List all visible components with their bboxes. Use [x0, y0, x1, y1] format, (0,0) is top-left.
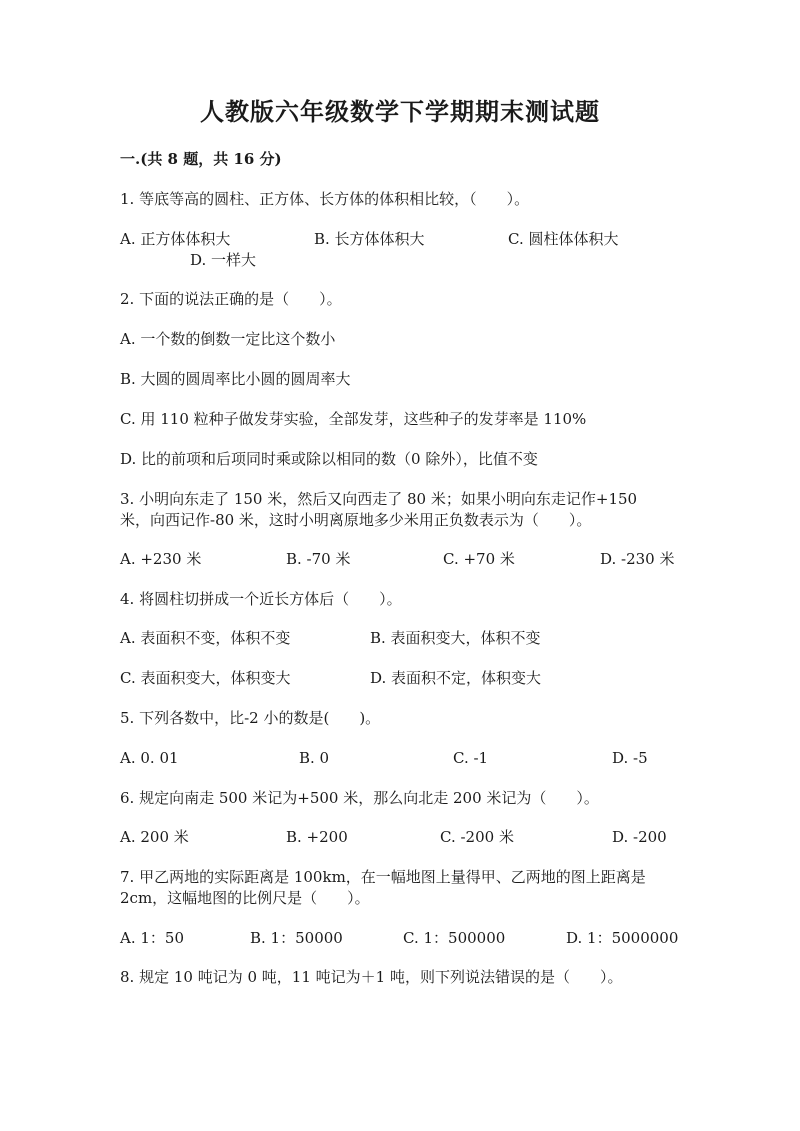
- question-3-option-c: C. +70 米: [443, 550, 515, 568]
- section-heading: 一.(共 8 题，共 16 分): [120, 150, 282, 168]
- question-1-option-d: D. 一样大: [190, 251, 257, 269]
- question-7-option-d: D. 1：5000000: [566, 929, 679, 947]
- question-6-option-c: C. -200 米: [440, 828, 514, 846]
- question-3-stem-line-2: 米，向西记作-80 米，这时小明离原地多少米用正负数表示为（ ）。: [120, 511, 592, 529]
- question-4-option-b: B. 表面积变大，体积不变: [370, 629, 541, 647]
- question-3-option-b: B. -70 米: [286, 550, 351, 568]
- question-2-option-a: A. 一个数的倒数一定比这个数小: [120, 330, 336, 348]
- question-2-option-d: D. 比的前项和后项同时乘或除以相同的数（0 除外），比值不变: [120, 450, 538, 468]
- question-7-stem-line-1: 7. 甲乙两地的实际距离是 100km，在一幅地图上量得甲、乙两地的图上距离是: [120, 868, 646, 886]
- question-4-option-a: A. 表面积不变，体积不变: [120, 629, 291, 647]
- question-1-option-a: A. 正方体体积大: [120, 230, 231, 248]
- question-7-option-b: B. 1：50000: [250, 929, 343, 947]
- question-5-option-d: D. -5: [612, 749, 648, 767]
- question-7-stem-line-2: 2cm，这幅地图的比例尺是（ ）。: [120, 889, 370, 907]
- question-5-option-a: A. 0. 01: [120, 749, 179, 767]
- question-6-stem: 6. 规定向南走 500 米记为+500 米，那么向北走 200 米记为（ ）。: [120, 789, 599, 807]
- page-title: 人教版六年级数学下学期期末测试题: [200, 97, 600, 126]
- question-5-stem: 5. 下列各数中，比-2 小的数是( )。: [120, 709, 381, 727]
- question-1-stem: 1. 等底等高的圆柱、正方体、长方体的体积相比较，（ ）。: [120, 190, 530, 208]
- question-7-option-a: A. 1：50: [120, 929, 184, 947]
- question-4-option-c: C. 表面积变大，体积变大: [120, 669, 291, 687]
- question-2-option-b: B. 大圆的圆周率比小圆的圆周率大: [120, 370, 351, 388]
- question-3-stem-line-1: 3. 小明向东走了 150 米，然后又向西走了 80 米；如果小明向东走记作+150: [120, 490, 638, 508]
- question-3-option-a: A. +230 米: [120, 550, 202, 568]
- question-7-option-c: C. 1：500000: [403, 929, 506, 947]
- question-1-option-b: B. 长方体体积大: [314, 230, 425, 248]
- question-6-option-a: A. 200 米: [120, 828, 189, 846]
- question-1-option-c: C. 圆柱体体积大: [508, 230, 619, 248]
- question-4-stem: 4. 将圆柱切拼成一个近长方体后（ ）。: [120, 590, 402, 608]
- question-4-option-d: D. 表面积不定，体积变大: [370, 669, 542, 687]
- question-2-stem: 2. 下面的说法正确的是（ ）。: [120, 290, 342, 308]
- question-2-option-c: C. 用 110 粒种子做发芽实验，全部发芽，这些种子的发芽率是 110%: [120, 410, 587, 428]
- question-6-option-b: B. +200: [286, 828, 348, 846]
- question-3-option-d: D. -230 米: [600, 550, 675, 568]
- question-5-option-b: B. 0: [299, 749, 330, 767]
- question-8-stem: 8. 规定 10 吨记为 0 吨，11 吨记为＋1 吨，则下列说法错误的是（ ）。: [120, 968, 623, 986]
- question-5-option-c: C. -1: [453, 749, 489, 767]
- question-6-option-d: D. -200: [612, 828, 667, 846]
